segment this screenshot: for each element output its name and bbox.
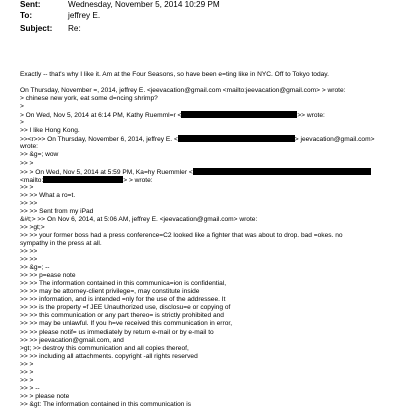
body-line: >> >> this communication or any part thereo= is strictly prohibited and [20, 312, 224, 320]
body-line: wrote: [20, 143, 38, 151]
body-line: >> > [20, 183, 34, 191]
redaction-block [193, 168, 371, 175]
body-line: >> > [20, 159, 34, 167]
subject-value: Re: [68, 24, 81, 33]
body-line [20, 176, 396, 184]
body-text: > On Wed, Nov 5, 2014 at 6:14 PM, Kathy Ruemml=r < [20, 112, 182, 120]
body-text: >> > On Wed, Nov 5, 2014 at 5:59 PM, Ka=hy Ruemmler < [20, 168, 193, 176]
body-line: >> >> is the property =f JEE Unauthorized use, disclosu=e or copying of [20, 304, 231, 312]
body-text: > jeevacation@gmail.com> [294, 136, 375, 144]
body-line: >> >> [20, 256, 38, 264]
body-line: >> >> information, and is intended =nly for the use of the addressee. It [20, 296, 226, 304]
body-line [20, 135, 396, 143]
blank-line [20, 79, 396, 87]
body-line: On Thursday, November =, 2014, jeffrey E. <jeevacation@gmail.com <mailto:jeevacation@gmail.com> > wrote: [20, 87, 346, 95]
body-line: >> &gt: The information contained in this communication is [20, 400, 192, 408]
body-line [20, 168, 396, 176]
body-line: >> >> [20, 248, 38, 256]
body-line: >> I like Hong Kong. [20, 127, 80, 135]
body-line: >> > [20, 368, 34, 376]
body-line: >> >> The information contained in this communica=ion is confidential, [20, 280, 227, 288]
body-line: >> > please note [20, 392, 70, 400]
body-line: >> >> may be attorney-client privilege=, may constitute inside [20, 288, 200, 296]
redaction-block [43, 176, 123, 183]
body-line: >> > [20, 360, 34, 368]
body-line: Exactly -- that's why I like it. Am at the Four Seasons, so have been e=ting like in NYC. Off to Tokyo today. [20, 71, 329, 78]
to-label: To: [20, 11, 33, 20]
subject-label: Subject: [20, 24, 53, 33]
body-line: >> >gt;> [20, 223, 45, 231]
sent-label: Sent: [20, 0, 41, 9]
sent-value: Wednesday, November 5, 2014 10:29 PM [68, 0, 220, 9]
body-line: >> >> please notif= us immediately by return e-mail or by e-mail to [20, 328, 214, 336]
body-line: >> > -- [20, 384, 40, 392]
body-line: > [20, 119, 24, 127]
body-line: > chinese new york, eat some d=ncing shrimp? [20, 95, 158, 103]
subject-row [20, 24, 81, 34]
body-text: <mailto: [20, 176, 44, 184]
sent-row [20, 0, 220, 10]
redaction-block [178, 135, 295, 142]
body-text: >><r>>> On Thursday, November 6, 2014, jeffrey E. < [20, 136, 178, 144]
body-line: >> >> [20, 199, 38, 207]
body-line: sympathy in the press at all. [20, 239, 102, 247]
redaction-block [181, 111, 297, 118]
body-line: >> &g=; -- [20, 264, 50, 272]
body-line: >gt; >> destroy this communication and all copies thereof, [20, 344, 189, 352]
body-text: > > wrote: [123, 176, 153, 184]
body-line: >> >> including all attachments. copyright -all rights reserved [20, 352, 198, 360]
body-line: >> >> What a ro=t. [20, 191, 76, 199]
body-line: >> &g=; wow [20, 151, 59, 159]
body-line: >> >> Sent from my iPad [20, 207, 94, 215]
body-line: &#t;> >> On Nov 6, 2014, at 5:06 AM, jeffrey E. <jeevacation@gmail.com> wrote: [20, 215, 258, 223]
email-body [20, 71, 396, 409]
body-line: > [20, 103, 24, 111]
body-line: >> > [20, 376, 34, 384]
to-value: jeffrey E. [68, 11, 101, 20]
body-line: >> >> p=ease note [20, 272, 76, 280]
body-line [20, 111, 396, 119]
body-text: >> wrote: [297, 112, 325, 120]
to-row [20, 11, 100, 21]
body-line: >> >> jeevacation@gmail.com, and [20, 336, 124, 344]
body-line: >> >> may be unlawful. If you h=ve received this communication in error, [20, 320, 233, 328]
body-line: >> >> your former boss had a press conference=C2 looked like a fighter that was about to drop. bad =okes. no [20, 231, 343, 239]
